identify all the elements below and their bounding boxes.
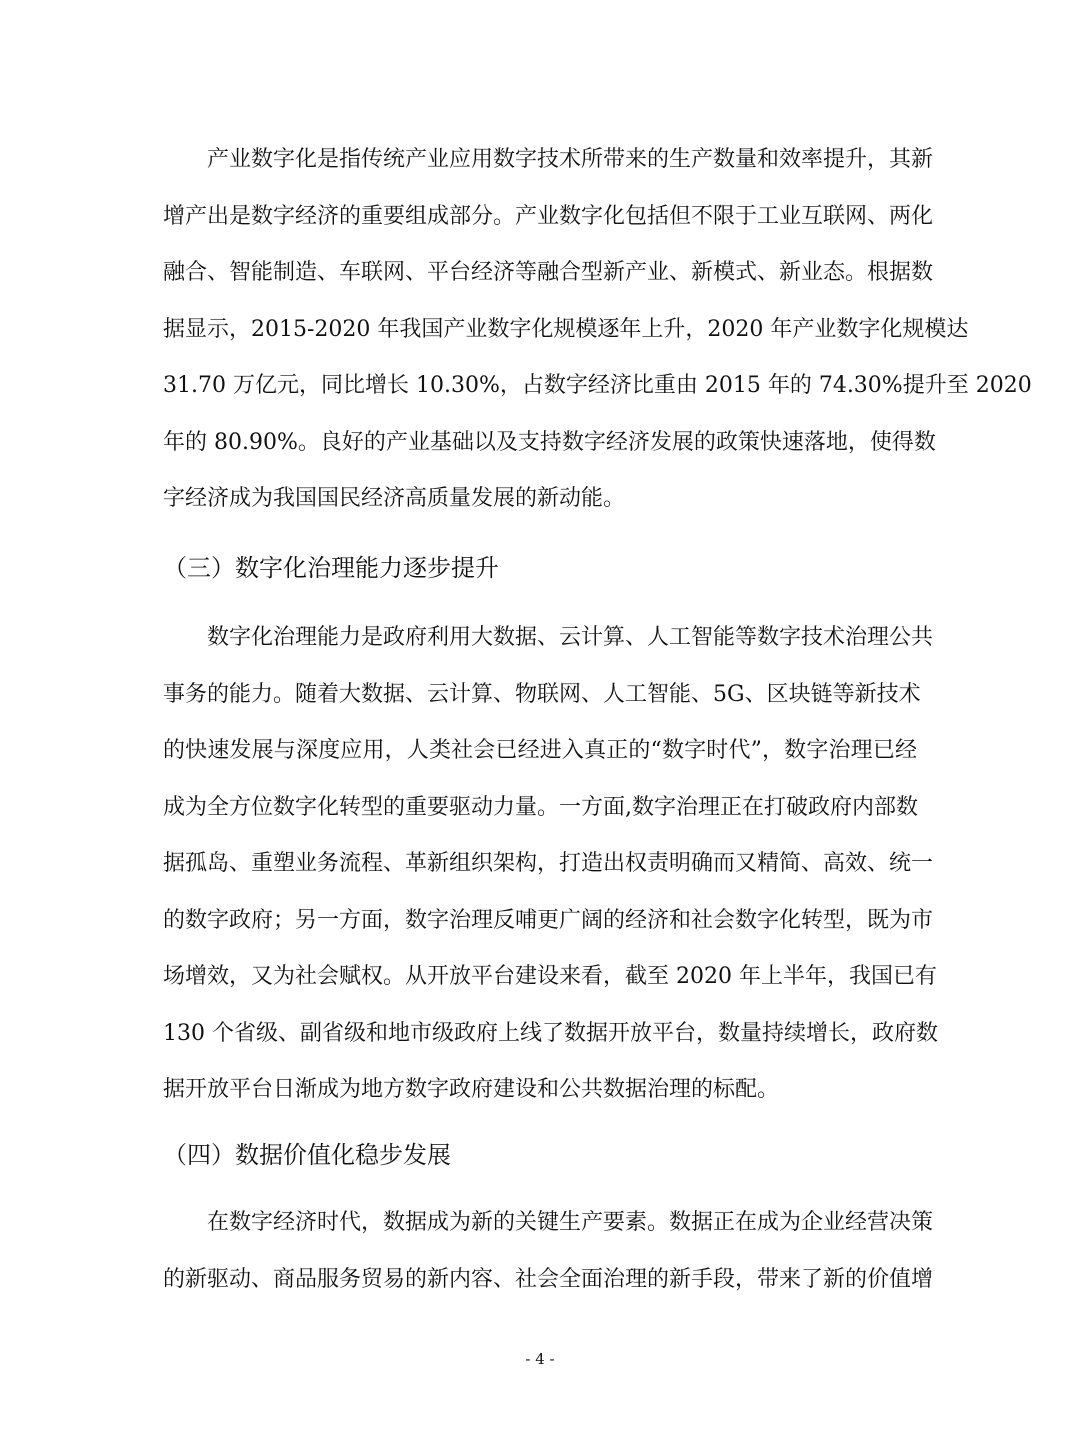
text-line: 的数字政府；另一方面，数字治理反哺更广阔的经济和社会数字化转型，既为市 — [163, 907, 934, 933]
text-line: 融合、智能制造、车联网、平台经济等融合型新产业、新模式、新业态。根据数 — [163, 260, 934, 285]
section-heading-3: （三）数字化治理能力逐步提升 — [163, 554, 499, 582]
text-line: 的新驱动、商品服务贸易的新内容、社会全面治理的新手段，带来了新的价值增 — [163, 1266, 934, 1292]
text-line: 字经济成为我国国民经济高质量发展的新动能。 — [163, 486, 626, 511]
paragraph-industrial-digitalization — [163, 132, 1032, 528]
page-number: - 4 - — [525, 1350, 555, 1368]
text-line: 据显示，2015-2020 年我国产业数字化规模逐年上升，2020 年产业数字化规模达 — [163, 316, 969, 342]
text-line: 31.70 万亿元，同比增长 10.30%，占数字经济比重由 2015 年的 74.30%提升至 2020 — [163, 373, 1032, 398]
text-line: 据开放平台日渐成为地方数字政府建设和公共数据治理的标配。 — [163, 1077, 780, 1102]
text-line: 在数字经济时代，数据成为新的关键生产要素。数据正在成为企业经营决策 — [207, 1210, 934, 1235]
text-line: 成为全方位数字化转型的重要驱动力量。一方面,数字治理正在打破政府内部数 — [163, 794, 918, 820]
text-line: 年的 80.90%。良好的产业基础以及支持数字经济发展的政策快速落地，使得数 — [163, 429, 936, 455]
text-line: 产业数字化是指传统产业应用数字技术所带来的生产数量和效率提升，其新 — [207, 147, 934, 172]
text-line: 增产出是数字经济的重要组成部分。产业数字化包括但不限于工业互联网、两化 — [163, 203, 934, 229]
paragraph-data-value — [163, 1195, 934, 1308]
paragraph-digital-governance — [163, 610, 938, 1119]
text-line: 据孤岛、重塑业务流程、革新组织架构，打造出权责明确而又精简、高效、统一 — [163, 851, 934, 876]
text-line: 事务的能力。随着大数据、云计算、物联网、人工智能、5G、区块链等新技术 — [163, 681, 921, 707]
text-line: 的快速发展与深度应用，人类社会已经进入真正的“数字时代”，数字治理已经 — [163, 738, 917, 763]
text-line: 数字化治理能力是政府利用大数据、云计算、人工智能等数字技术治理公共 — [207, 625, 934, 650]
text-line: 130 个省级、副省级和地市级政府上线了数据开放平台，数量持续增长，政府数 — [163, 1020, 938, 1046]
section-heading-4: （四）数据价值化稳步发展 — [163, 1141, 451, 1169]
text-line: 场增效，又为社会赋权。从开放平台建设来看，截至 2020 年上半年，我国已有 — [163, 964, 937, 989]
